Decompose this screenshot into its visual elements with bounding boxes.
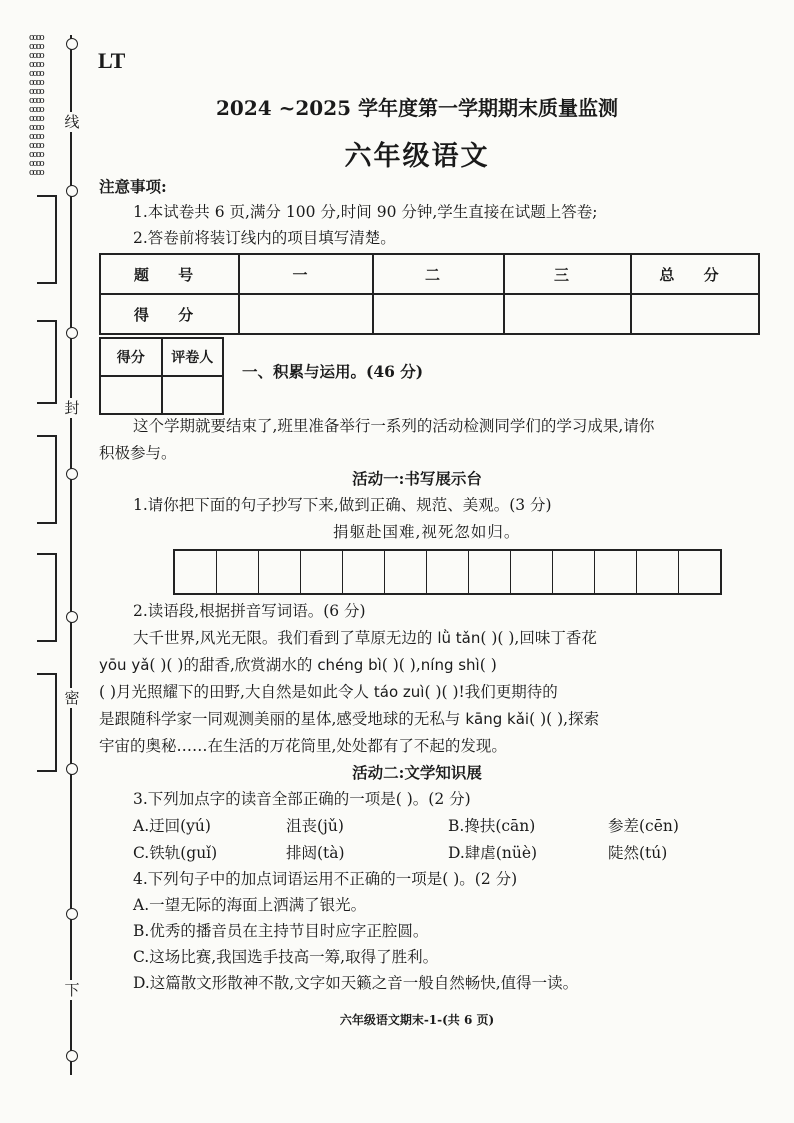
binding-dot (66, 611, 78, 623)
exam-title: 2024 ~2025 学年度第一学期期末质量监测 (215, 96, 618, 120)
section-heading: 一、积累与运用。(46 分) (242, 362, 424, 381)
writing-box[interactable] (259, 551, 301, 593)
option-a2: 沮丧(jǔ) (286, 817, 344, 835)
answer-blanks[interactable]: ( )( )!我们更期待的 (424, 683, 558, 701)
option-c[interactable]: C.这场比赛,我国选手技高一筹,取得了胜利。 (133, 948, 439, 966)
score-header-cell: 三 (504, 254, 631, 294)
writing-box[interactable] (679, 551, 720, 593)
pinyin: lǜ tǎn (437, 629, 481, 647)
pinyin: níng shì (420, 656, 480, 674)
text: 大千世界,风光无限。我们看到了草原无边的 (133, 629, 438, 647)
binding-field-bracket (37, 195, 57, 284)
option-a[interactable]: A.一望无际的海面上洒满了银光。 (133, 896, 367, 914)
writing-box[interactable] (469, 551, 511, 593)
option-a1[interactable]: A.迂回(yú) (133, 817, 211, 835)
paragraph-line (99, 706, 599, 732)
exam-code: LT (98, 48, 126, 73)
binding-dot (66, 327, 78, 339)
paragraph-line (133, 625, 597, 651)
grader-header-score: 得分 (100, 338, 162, 376)
writing-box[interactable] (385, 551, 427, 593)
grader-name-cell[interactable] (162, 376, 224, 414)
score-header-cell: 总 分 (631, 254, 759, 294)
pinyin: kāng kǎi (465, 710, 530, 728)
option-c1[interactable]: C.铁轨(guǐ) (133, 844, 218, 862)
binding-dot (66, 1050, 78, 1062)
pinyin: táo zuì (373, 683, 425, 701)
writing-box[interactable] (637, 551, 679, 593)
binding-dot (66, 38, 78, 50)
binding-field-bracket (37, 673, 57, 772)
option-d2: 陡然(tú) (608, 844, 668, 862)
notice-item: 2.答卷前将装订线内的项目填写清楚。 (133, 229, 396, 247)
question-2: 2.读语段,根据拼音写词语。(6 分) (133, 602, 366, 620)
score-header-cell: 一 (239, 254, 373, 294)
answer-blanks[interactable]: ( )( ), (381, 656, 421, 674)
binding-dot (66, 185, 78, 197)
paragraph-line (99, 652, 497, 678)
section-intro: 这个学期就要结束了,班里准备举行一系列的活动检测同学们的学习成果,请你 (133, 417, 655, 435)
grader-score-cell[interactable] (100, 376, 162, 414)
binding-hole-marks: oooo oooo oooo oooo oooo oooo oooo oooo oooo oooo oooo oooo oooo oooo oooo oooo (29, 33, 43, 178)
answer-blanks[interactable]: ( ) (479, 656, 497, 674)
option-b1[interactable]: B.搀扶(cān) (448, 817, 536, 835)
option-d[interactable]: D.这篇散文形散神不散,文字如天籁之音一般自然畅快,值得一读。 (133, 974, 579, 992)
writing-box[interactable] (427, 551, 469, 593)
option-b2: 参差(cēn) (608, 817, 679, 835)
answer-blanks[interactable]: ( )( ),回味丁香花 (480, 629, 597, 647)
writing-box[interactable] (511, 551, 553, 593)
writing-box[interactable] (217, 551, 259, 593)
answer-blanks[interactable]: ( )( )的甜香,欣赏湖水的 (149, 656, 318, 674)
score-cell[interactable] (504, 294, 631, 334)
writing-box[interactable] (553, 551, 595, 593)
question-4: 4.下列句子中的加点词语运用不正确的一项是( )。(2 分) (133, 870, 518, 888)
writing-grid[interactable] (173, 549, 722, 595)
paragraph-line: 宇宙的奥秘……在生活的万花筒里,处处都有了不起的发现。 (99, 737, 507, 755)
answer-blanks[interactable]: ( )( ),探索 (529, 710, 600, 728)
writing-box[interactable] (301, 551, 343, 593)
notice-item: 1.本试卷共 6 页,满分 100 分,时间 90 分钟,学生直接在试题上答卷; (133, 203, 598, 221)
writing-box[interactable] (595, 551, 637, 593)
activity-title: 活动一:书写展示台 (352, 469, 482, 488)
score-header-cell: 二 (373, 254, 504, 294)
question-1: 1.请你把下面的句子抄写下来,做到正确、规范、美观。(3 分) (133, 496, 552, 514)
paragraph-line (99, 679, 558, 705)
score-header-cell: 题 号 (100, 254, 239, 294)
grader-header-grader: 评卷人 (162, 338, 224, 376)
binding-label-feng: 封 (62, 398, 82, 418)
pinyin: yōu yǎ (99, 656, 150, 674)
score-cell[interactable] (239, 294, 373, 334)
score-table (99, 253, 760, 335)
copy-sentence: 捐躯赴国难,视死忽如归。 (333, 523, 521, 541)
binding-label-xia: 下 (62, 980, 82, 1000)
binding-field-bracket (37, 553, 57, 642)
binding-dot (66, 908, 78, 920)
activity-title: 活动二:文学知识展 (352, 763, 482, 782)
page-footer: 六年级语文期末-1-(共 6 页) (339, 1013, 495, 1027)
pinyin: chéng bì (317, 656, 382, 674)
score-cell[interactable] (373, 294, 504, 334)
writing-box[interactable] (175, 551, 217, 593)
binding-label-xian: 线 (62, 112, 82, 132)
option-b[interactable]: B.优秀的播音员在主持节目时应字正腔圆。 (133, 922, 429, 940)
binding-field-bracket (37, 320, 57, 404)
option-d1[interactable]: D.肆虐(nüè) (448, 844, 538, 862)
exam-subject: 六年级语文 (344, 141, 490, 172)
section-intro: 积极参与。 (99, 444, 177, 462)
notice-heading: 注意事项: (99, 177, 167, 196)
score-row-label: 得 分 (100, 294, 239, 334)
score-cell[interactable] (631, 294, 759, 334)
binding-label-mi: 密 (62, 688, 82, 708)
question-3: 3.下列加点字的读音全部正确的一项是( )。(2 分) (133, 790, 471, 808)
text: 是跟随科学家一同观测美丽的星体,感受地球的无私与 (99, 710, 466, 728)
option-c2: 排闼(tà) (286, 844, 345, 862)
writing-box[interactable] (343, 551, 385, 593)
answer-blanks[interactable]: ( )月光照耀下的田野,大自然是如此令人 (99, 683, 374, 701)
grader-table (99, 337, 224, 415)
